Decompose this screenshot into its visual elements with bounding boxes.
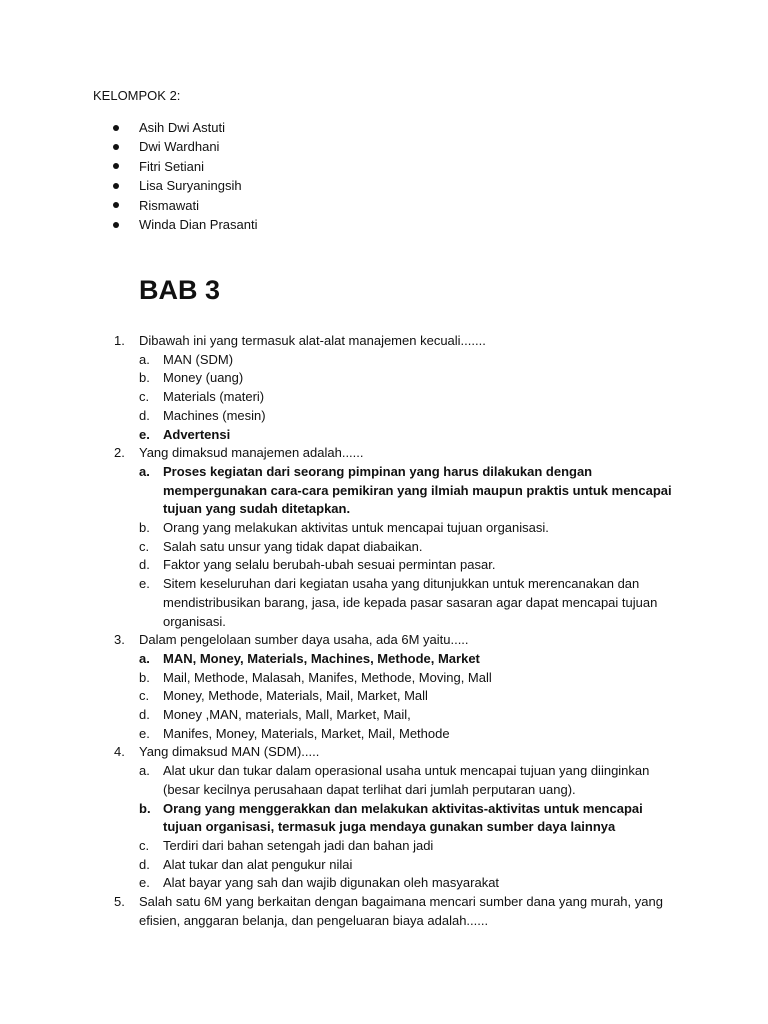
option-item	[139, 706, 674, 725]
option-list	[114, 762, 674, 893]
member-name: Fitri Setiani	[139, 158, 205, 174]
option-letter: d.	[139, 707, 150, 723]
member-item	[113, 196, 258, 215]
option-item-correct	[139, 463, 674, 519]
option-item-correct	[139, 650, 674, 669]
chapter-heading: BAB 3	[139, 275, 221, 305]
question-item	[114, 631, 674, 743]
bullet-icon	[113, 202, 119, 208]
option-text: Money (uang)	[163, 370, 244, 386]
option-letter: a.	[139, 351, 150, 367]
question-text: Yang dimaksud MAN (SDM).....	[139, 744, 320, 760]
option-letter: c.	[139, 837, 150, 853]
member-item	[113, 176, 258, 195]
bullet-icon	[113, 183, 119, 189]
option-item	[139, 407, 674, 426]
member-item	[113, 215, 258, 234]
option-letter: b.	[139, 520, 150, 536]
question-number: 4.	[114, 744, 125, 760]
option-text: Money, Methode, Materials, Mail, Market, Mall	[163, 688, 428, 704]
member-item	[113, 118, 258, 137]
member-name: Winda Dian Prasanti	[139, 216, 258, 232]
question-number: 5.	[114, 894, 125, 910]
option-letter: a.	[139, 650, 150, 666]
option-letter: a.	[139, 463, 150, 479]
option-text: Orang yang melakukan aktivitas untuk mencapai tujuan organisasi.	[163, 520, 549, 536]
option-text: Terdiri dari bahan setengah jadi dan bahan jadi	[163, 837, 434, 853]
option-letter: b.	[139, 800, 151, 816]
option-text: Materials (materi)	[163, 389, 265, 405]
option-text: Salah satu unsur yang tidak dapat diabaikan.	[163, 538, 423, 554]
bullet-icon	[113, 222, 119, 228]
option-item	[139, 837, 674, 856]
option-letter: d.	[139, 557, 150, 573]
option-list	[114, 650, 674, 744]
option-letter: b.	[139, 370, 150, 386]
question-number: 2.	[114, 445, 125, 461]
option-item	[139, 519, 674, 538]
option-item	[139, 874, 674, 893]
option-item	[139, 388, 674, 407]
question-text: Yang dimaksud manajemen adalah......	[139, 445, 364, 461]
member-item	[113, 137, 258, 156]
option-item	[139, 687, 674, 706]
option-item	[139, 856, 674, 875]
option-item	[139, 762, 674, 799]
option-letter: e.	[139, 426, 150, 442]
option-text: Mail, Methode, Malasah, Manifes, Methode, Moving, Mall	[163, 669, 492, 685]
option-text: Alat ukur dan tukar dalam operasional usaha untuk mencapai tujuan yang diinginkan (besar kecilnya perusahaan dapat terlihat dari jumlah perputaran uang).	[163, 763, 650, 797]
option-text: Proses kegiatan dari seorang pimpinan yang harus dilakukan dengan mempergunakan cara-cara pemikiran yang ilmiah maupun praktis untuk mencapai tujuan yang sudah ditetapkan.	[163, 463, 672, 517]
question-item	[114, 444, 674, 631]
option-text: Faktor yang selalu berubah-ubah sesuai permintan pasar.	[163, 557, 496, 573]
question-number: 1.	[114, 333, 125, 348]
question-number: 3.	[114, 632, 125, 648]
option-item	[139, 369, 674, 388]
option-list	[114, 351, 674, 445]
option-letter: e.	[139, 576, 150, 592]
option-letter: c.	[139, 389, 150, 405]
group-title: KELOMPOK 2:	[93, 88, 181, 103]
option-item-correct	[139, 800, 674, 837]
question-item	[114, 743, 674, 893]
option-item	[139, 556, 674, 575]
option-text: MAN, Money, Materials, Machines, Methode, Market	[163, 650, 480, 666]
member-list	[113, 118, 258, 234]
option-item	[139, 575, 674, 631]
bullet-icon	[113, 144, 119, 150]
option-letter: b.	[139, 669, 150, 685]
question-text: Dibawah ini yang termasuk alat-alat manajemen kecuali.......	[139, 333, 486, 348]
option-item-correct	[139, 426, 674, 445]
option-text: Sitem keseluruhan dari kegiatan usaha yang ditunjukkan untuk merencanakan dan mendistribusikan barang, jasa, ide kepada pasar sasaran agar dapat mencapai tujuan organisasi.	[163, 576, 658, 629]
option-item	[139, 725, 674, 744]
option-text: Manifes, Money, Materials, Market, Mail, Methode	[163, 725, 450, 741]
member-name: Lisa Suryaningsih	[139, 178, 242, 194]
option-item	[139, 351, 674, 370]
bullet-icon	[113, 163, 119, 169]
option-letter: a.	[139, 763, 150, 779]
question-item	[114, 332, 674, 444]
option-letter: e.	[139, 875, 150, 891]
option-text: Orang yang menggerakkan dan melakukan aktivitas-aktivitas untuk mencapai tujuan organisasi, termasuk juga mendaya gunakan sumber daya lainnya	[163, 800, 643, 835]
option-text: Advertensi	[163, 426, 231, 442]
option-letter: d.	[139, 407, 150, 423]
question-text: Salah satu 6M yang berkaitan dengan bagaimana mencari sumber dana yang murah, yang efisien, anggaran belanja, dan pengeluaran biaya adalah......	[139, 894, 663, 928]
option-item	[139, 669, 674, 688]
option-list	[114, 463, 674, 631]
option-letter: c.	[139, 538, 150, 554]
option-letter: c.	[139, 688, 150, 704]
option-text: Machines (mesin)	[163, 407, 266, 423]
option-text: Alat tukar dan alat pengukur nilai	[163, 856, 353, 872]
question-list	[114, 332, 674, 931]
question-text: Dalam pengelolaan sumber daya usaha, ada 6M yaitu.....	[139, 632, 469, 648]
bullet-icon	[113, 125, 119, 131]
option-text: Alat bayar yang sah dan wajib digunakan oleh masyarakat	[163, 875, 500, 891]
member-name: Rismawati	[139, 197, 199, 213]
question-item	[114, 893, 674, 930]
member-name: Dwi Wardhani	[139, 139, 220, 155]
option-text: MAN (SDM)	[163, 351, 234, 367]
member-item	[113, 157, 258, 176]
option-letter: d.	[139, 856, 150, 872]
member-name: Asih Dwi Astuti	[139, 120, 225, 135]
option-item	[139, 538, 674, 557]
option-letter: e.	[139, 725, 150, 741]
option-text: Money ,MAN, materials, Mall, Market, Mail,	[163, 707, 411, 723]
